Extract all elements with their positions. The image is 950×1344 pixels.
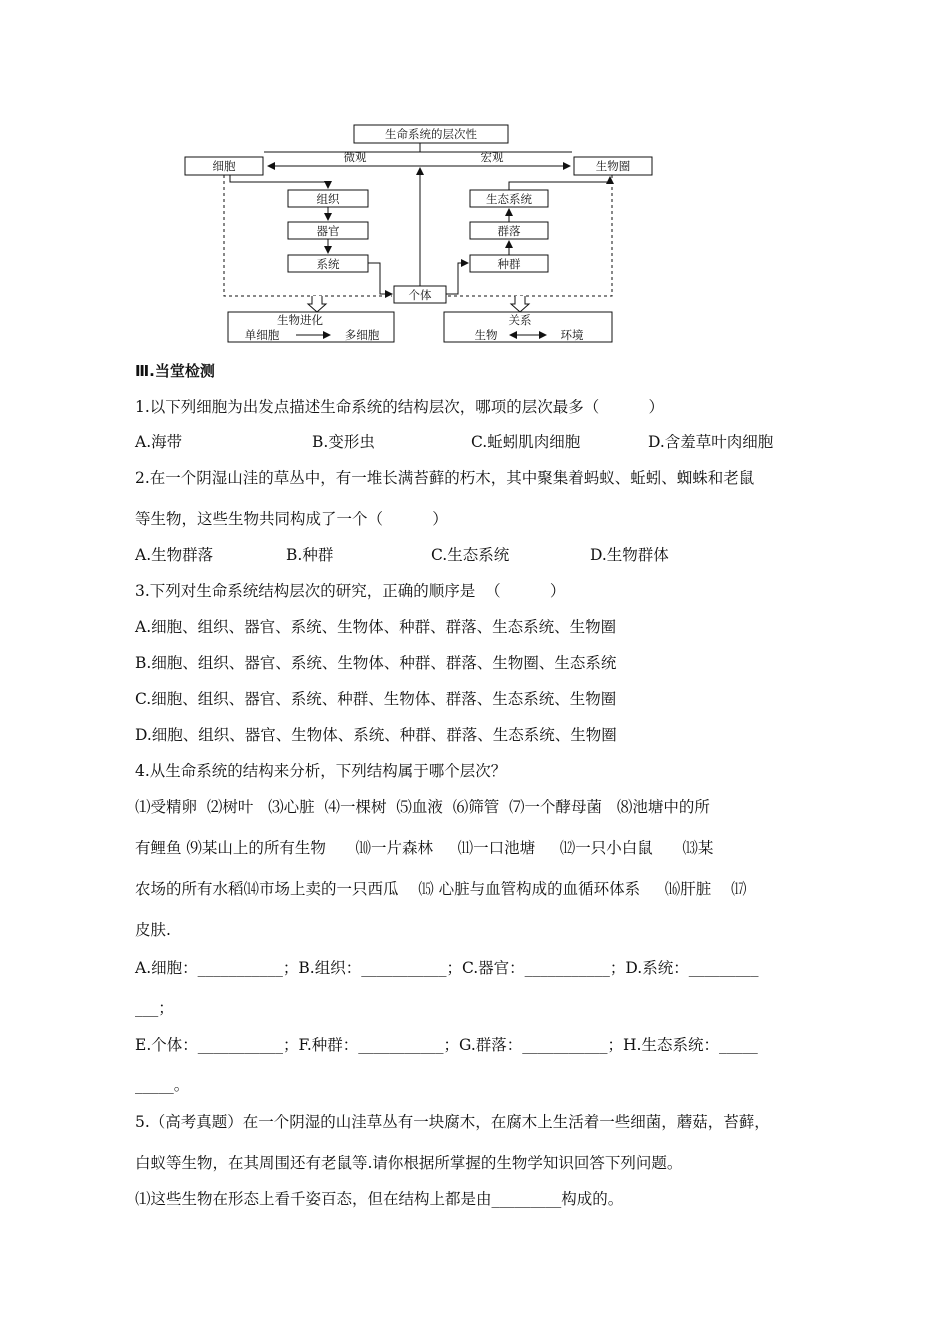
q5-stem-line1: 5.（高考真题）在一个阴湿的山洼草丛有一块腐木，在腐木上生活着一些细菌，蘑菇，苔藓， [135,1113,770,1131]
q2-option-a: A.生物群落 [135,546,214,564]
q5-sub1: ⑴这些生物在形态上看千姿百态，但在结构上都是由_________构成的。 [135,1190,624,1208]
q2-stem-line1: 2.在一个阴湿山洼的草丛中，有一堆长满苔藓的朽木，其中聚集着蚂蚁、蚯蚓、蜘蛛和老鼠 [135,469,755,487]
life-system-diagram [0,0,950,350]
micro-label: 微观 [343,150,367,164]
q4-blanks-line2: ___； [135,999,174,1017]
q3-option-c: C.细胞、组织、器官、系统、种群、生物体、群落、生态系统、生物圈 [135,690,617,708]
organ-label: 器官 [316,224,340,238]
q1-option-c: C.蚯蚓肌肉细胞 [471,433,581,451]
q4-blanks-line3: E.个体：___________；F.种群：___________；G.群落：___________；H.生态系统：_____ [135,1036,758,1054]
q3-stem: 3.下列对生命系统结构层次的研究，正确的顺序是 （ ） [135,582,566,600]
q5-stem-line2: 白蚁等生物，在其周围还有老鼠等.请你根据所掌握的生物学知识回答下列问题。 [135,1154,683,1172]
q4-blanks-line1: A.细胞：___________；B.组织：___________；C.器官：___________；D.系统：_________ [135,959,759,977]
evolution-right: 多细胞 [344,328,380,342]
population-label: 种群 [497,257,521,271]
q1-option-a: A.海带 [135,433,183,451]
q4-items-line3: 农场的所有水稻⒁市场上卖的一只西瓜 ⒂ 心脏与血管构成的血循环体系 ⒃肝脏 ⒄ [135,880,747,898]
relation-left: 生物 [474,328,498,342]
q4-stem: 4.从生命系统的结构来分析，下列结构属于哪个层次？ [135,762,507,780]
ecosystem-label: 生态系统 [486,192,532,206]
q4-items-line2: 有鲤鱼 ⑼某山上的所有生物 ⑽一片森林 ⑾一口池塘 ⑿一只小白鼠 ⒀某 [135,839,714,857]
macro-label: 宏观 [480,150,504,164]
tissue-label: 组织 [316,192,340,206]
q2-option-d: D.生物群体 [590,546,669,564]
q3-option-a: A.细胞、组织、器官、系统、生物体、种群、群落、生态系统、生物圈 [135,618,617,636]
cell-label: 细胞 [212,159,236,173]
q1-option-b: B.变形虫 [312,433,375,451]
q1-option-d: D.含羞草叶肉细胞 [648,433,774,451]
q4-items-line1: ⑴受精卵 ⑵树叶 ⑶心脏 ⑷一棵树 ⑸血液 ⑹筛管 ⑺一个酵母菌 ⑻池塘中的所 [135,798,710,816]
q4-blanks-line4: _____。 [135,1076,190,1094]
relation-title: 关系 [508,313,532,327]
relation-right: 环境 [560,328,584,342]
q2-option-b: B.种群 [286,546,334,564]
q1-stem: 1.以下列细胞为出发点描述生命系统的结构层次，哪项的层次最多（ ） [135,398,665,416]
evolution-title: 生物进化 [277,313,323,327]
individual-label: 个体 [408,288,432,302]
q3-option-b: B.细胞、组织、器官、系统、生物体、种群、群落、生物圈、生态系统 [135,654,617,672]
section-title: Ⅲ.当堂检测 [135,362,215,380]
biosphere-label: 生物圈 [595,159,631,173]
q3-option-d: D.细胞、组织、器官、生物体、系统、种群、群落、生态系统、生物圈 [135,726,617,744]
q2-option-c: C.生态系统 [431,546,510,564]
community-label: 群落 [497,224,521,238]
evolution-left: 单细胞 [244,328,280,342]
diagram-top-label: 生命系统的层次性 [385,127,477,141]
system-label: 系统 [316,257,340,271]
q4-items-line4: 皮肤. [135,921,171,939]
q2-stem-line2: 等生物，这些生物共同构成了一个（ ） [135,510,448,528]
